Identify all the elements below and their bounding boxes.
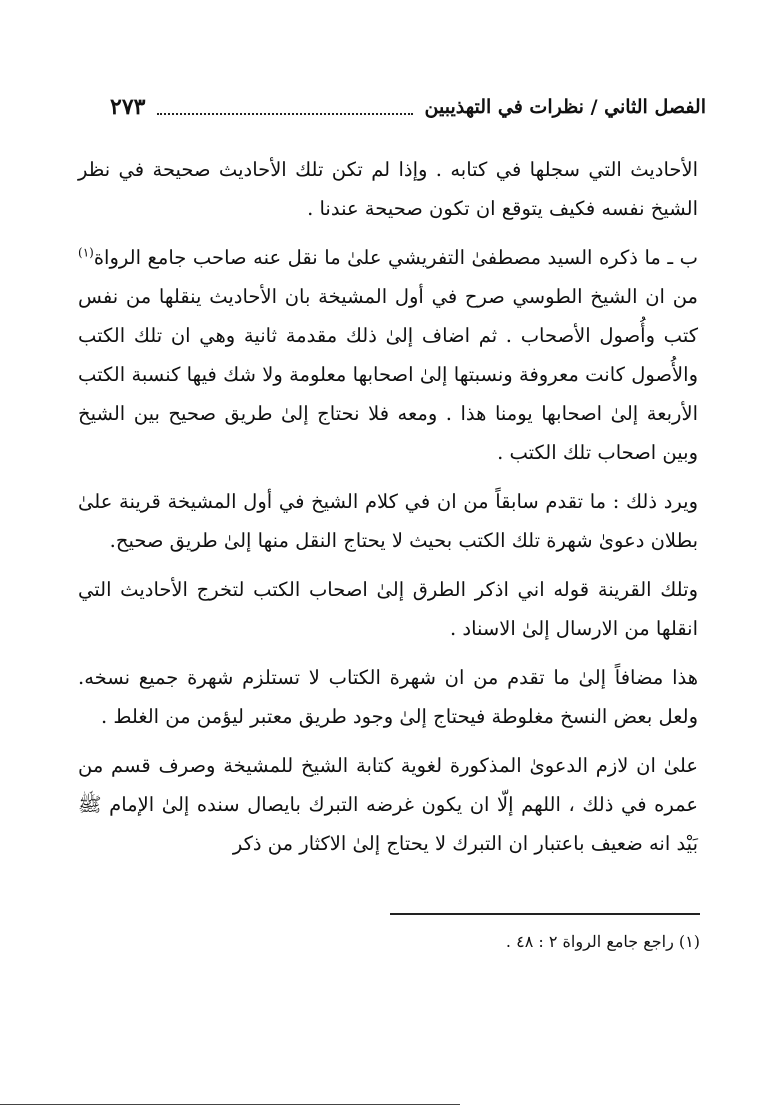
paragraph-text: ب ـ ما ذكره السيد مصطفىٰ التفريشي علىٰ ما نقل عنه صاحب جامع الرواة [93,246,698,269]
paragraph: ويرد ذلك : ما تقدم سابقاً من ان في كلام الشيخ في أول المشيخة قرينة علىٰ بطلان دعوىٰ شهرة تلك الكتب بحيث لا يحتاج النقل منها إلىٰ طريق صحيح. [78,490,698,552]
paragraph-text: من ان الشيخ الطوسي صرح في أول المشيخة بان الأحاديث ينقلها من نفس كتب وأُصول الأصحاب . ثم اضاف إلىٰ ذلك مقدمة ثانية وهي ان تلك الكتب والأُصول كانت معروفة ونسبتها إلىٰ اصحابها معلومة ولا شك فيها كنسبة الكتب الأربعة إلىٰ اصحابها يومنا هذا . ومعه فلا نحتاج إلىٰ طريق صحيح بين الشيخ وبين اصحاب تلك الكتب . [78,285,698,464]
paragraph: علىٰ ان لازم الدعوىٰ المذكورة لغوية كتابة الشيخ للمشيخة وصرف قسم من عمره في ذلك ، اللهم إلّا ان يكون غرضه التبرك بايصال سنده إلىٰ الإمام ﷺ بَيْد انه ضعيف باعتبار ان التبرك لا يحتاج إلىٰ الاكثار من ذكر [78,754,698,855]
body-text [78,150,698,873]
scan-edge-line [0,1104,460,1105]
paragraph: وتلك القرينة قوله اني اذكر الطرق إلىٰ اصحاب الكتب لتخرج الأحاديث التي انقلها من الارسال إلىٰ الاسناد . [78,578,698,640]
paragraph: الأحاديث التي سجلها في كتابه . وإذا لم تكن تلك الأحاديث صحيحة في نظر الشيخ نفسه فكيف يتوقع ان تكون صحيحة عندنا . [78,158,698,220]
page-number: ٢٧٣ [110,94,146,120]
paragraph: هذا مضافاً إلىٰ ما تقدم من ان شهرة الكتاب لا تستلزم شهرة جميع نسخه. ولعل بعض النسخ مغلوطة فيحتاج إلىٰ وجود طريق معتبر ليؤمن من الغلط . [78,666,698,728]
chapter-title: الفصل الثاني / نظرات في التهذيبين [424,96,706,118]
paragraph [78,238,698,472]
footnote-separator [390,913,700,915]
footnote: (١) راجع جامع الرواة ٢ : ٤٨ . [505,932,700,951]
running-header [110,90,706,124]
header-dot-leader [157,109,412,115]
footnote-reference[interactable]: (١) [78,245,94,260]
